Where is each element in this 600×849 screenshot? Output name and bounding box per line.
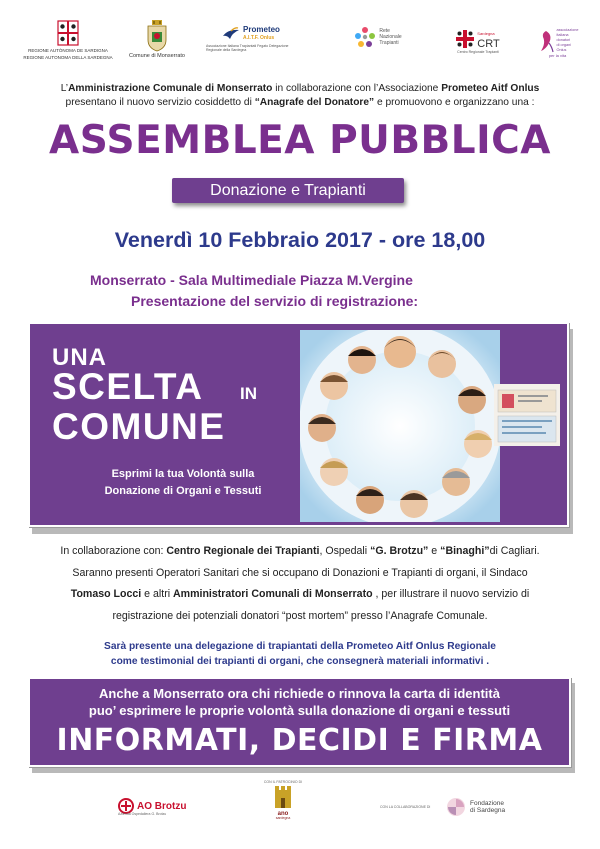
intro-line2-pre: presentano il nuovo servizio cosiddetto di [65,97,255,108]
topic-badge: Donazione e Trapianti [172,178,404,203]
collab-l1-e: e [428,545,441,557]
intro-line2-post: e promuovono e organizzano una : [374,97,535,108]
rete-text-1: Rete [379,28,390,34]
collab-l3-a: Tomaso Locci [70,588,142,600]
panel-scelta: SCELTA [52,366,204,407]
ano-tower-icon [272,786,294,820]
ao-brotzu-sub: Azienda Ospedaliera G. Brotzu [118,812,167,816]
collab-l3-d: , per illustrare il nuovo servizio di [372,588,530,600]
people-circle-photo [300,330,500,522]
rete-text-3: Trapianti [379,40,399,46]
intro-bold-2: Prometeo Aitf Onlus [441,83,540,94]
ano-sardegna-logo [263,780,303,820]
aido-text-3: donatori [556,38,571,42]
bottom-l2: puo’ esprimere le proprie volontà sulla donazione di organi e tessuti [88,703,511,718]
aido-ribbon-icon [537,29,555,53]
crt-cross-icon [456,30,474,48]
fondazione-mark-icon [446,797,466,817]
logos-row [23,20,580,72]
aido-text-4: di organi [556,43,572,47]
ano-text: ano [277,811,289,817]
prometeo-sub: Associazione Italiana Trapiantati Fegato Delegazione Regionale della Sardegna [206,44,289,52]
comune-monserrato-logo [130,20,184,59]
venue-line-2: Presentazione del servizio di registrazione: [131,293,419,309]
collab-l1-a: In collaborazione con: [60,545,167,557]
fondazione-name-2: di Sardegna [470,807,506,814]
panel-esprimi-1: Esprimi la tua Volontà sulla [111,468,255,480]
panel-una: UNA [52,344,107,371]
sardegna-caption-2: REGIONE AUTONOMA DELLA SARDEGNA [23,55,113,60]
fondazione-caption: CON LA COLLABORAZIONE DI [380,805,431,809]
crt-logo [448,28,508,54]
intro-bold-3: “Anagrafe del Donatore” [254,97,375,108]
collab-l2: Saranno presenti Operatori Sanitari che si occupano di Donazioni e Trapianti di organi, il Sindaco [72,566,528,579]
ao-brotzu-name: AO Brotzu [137,800,187,812]
rete-text-2: Nazionale [379,34,402,40]
prometeo-name: Prometeo [243,25,280,34]
delegation-text [20,639,580,669]
collab-l3-b: e altri [141,588,174,600]
panel-esprimi [68,466,298,500]
panel-in: IN [240,384,257,403]
crt-name: CRT [477,38,500,50]
intro-bold-1: Amministrazione Comunale di Monserrato [68,83,273,94]
ano-caption: CON IL PATROCINIO DI [263,780,303,784]
prometeo-name-2: A.I.T.F. Onlus [243,35,275,41]
identity-card-image [492,380,562,450]
monserrato-caption: Comune di Monserrato [129,53,185,59]
venue [90,270,530,312]
intro-pre: L’ [60,83,69,94]
event-date: Venerdì 10 Febbraio 2017 - ore 18,00 [114,228,486,252]
rete-nazionale-trapianti-logo [348,26,408,48]
headline: ASSEMBLEA PUBBLICA [49,118,551,163]
collab-l1-g: di Cagliari. [489,545,540,557]
panel-comune: COMUNE [52,406,226,447]
crt-region: Sardegna [477,31,495,36]
monserrato-crest-icon [146,20,168,52]
aido-text-5: Onlus [556,48,567,52]
collab-l1-d: “G. Brotzu” [370,545,429,557]
bottom-slogan: INFORMATI, DECIDI E FIRMA [56,723,543,758]
sardegna-shield-icon [57,20,79,46]
prometeo-logo [205,26,297,52]
bottom-l1: Anche a Monserrato ora chi richiede o rinnova la carta di identità [99,686,500,701]
collab-l1-b: Centro Regionale dei Trapianti [166,545,320,557]
aido-text-1: associazione [556,28,579,32]
venue-line-1: Monserrato - Sala Multimediale Piazza M.Vergine [90,272,413,288]
collaboration-text [10,541,590,627]
collab-l1-f: “Binaghi” [440,545,490,557]
aido-mark: per la vita [548,53,567,58]
intro-mid-1: in collaborazione con l’Associazione [272,83,442,94]
fondazione-sardegna-logo [380,797,505,817]
bottom-text [28,685,571,719]
sardegna-caption-1: REGIONE AUTÒNOMA DE SARDIGNA [28,48,108,53]
intro-text [20,82,580,110]
collab-l4: registrazione dei potenziali donatori “post mortem” presso l’Anagrafe Comunale. [112,609,488,622]
rete-dots-icon [354,26,376,48]
collab-l3-c: Amministratori Comunali di Monserrato [173,588,373,600]
present-l2: come testimonial dei trapianti di organi, che consegnerà materiali informativi . [110,656,490,667]
panel-esprimi-2: Donazione di Organi e Tessuti [104,485,262,497]
fondazione-name-1: Fondazione [470,799,504,807]
prometeo-bird-icon [222,27,240,41]
aido-logo [530,28,585,58]
present-l1: Sarà presente una delegazione di trapiantati della Prometeo Aitf Onlus Regionale [104,641,496,652]
collab-l1-c: , Ospedali [319,545,371,557]
ano-sub: sardegna [275,816,291,820]
regione-sardegna-logo [23,20,113,60]
crt-sub: Centro Regionale Trapianti [457,50,499,54]
aido-text-2: italiana [556,33,569,37]
